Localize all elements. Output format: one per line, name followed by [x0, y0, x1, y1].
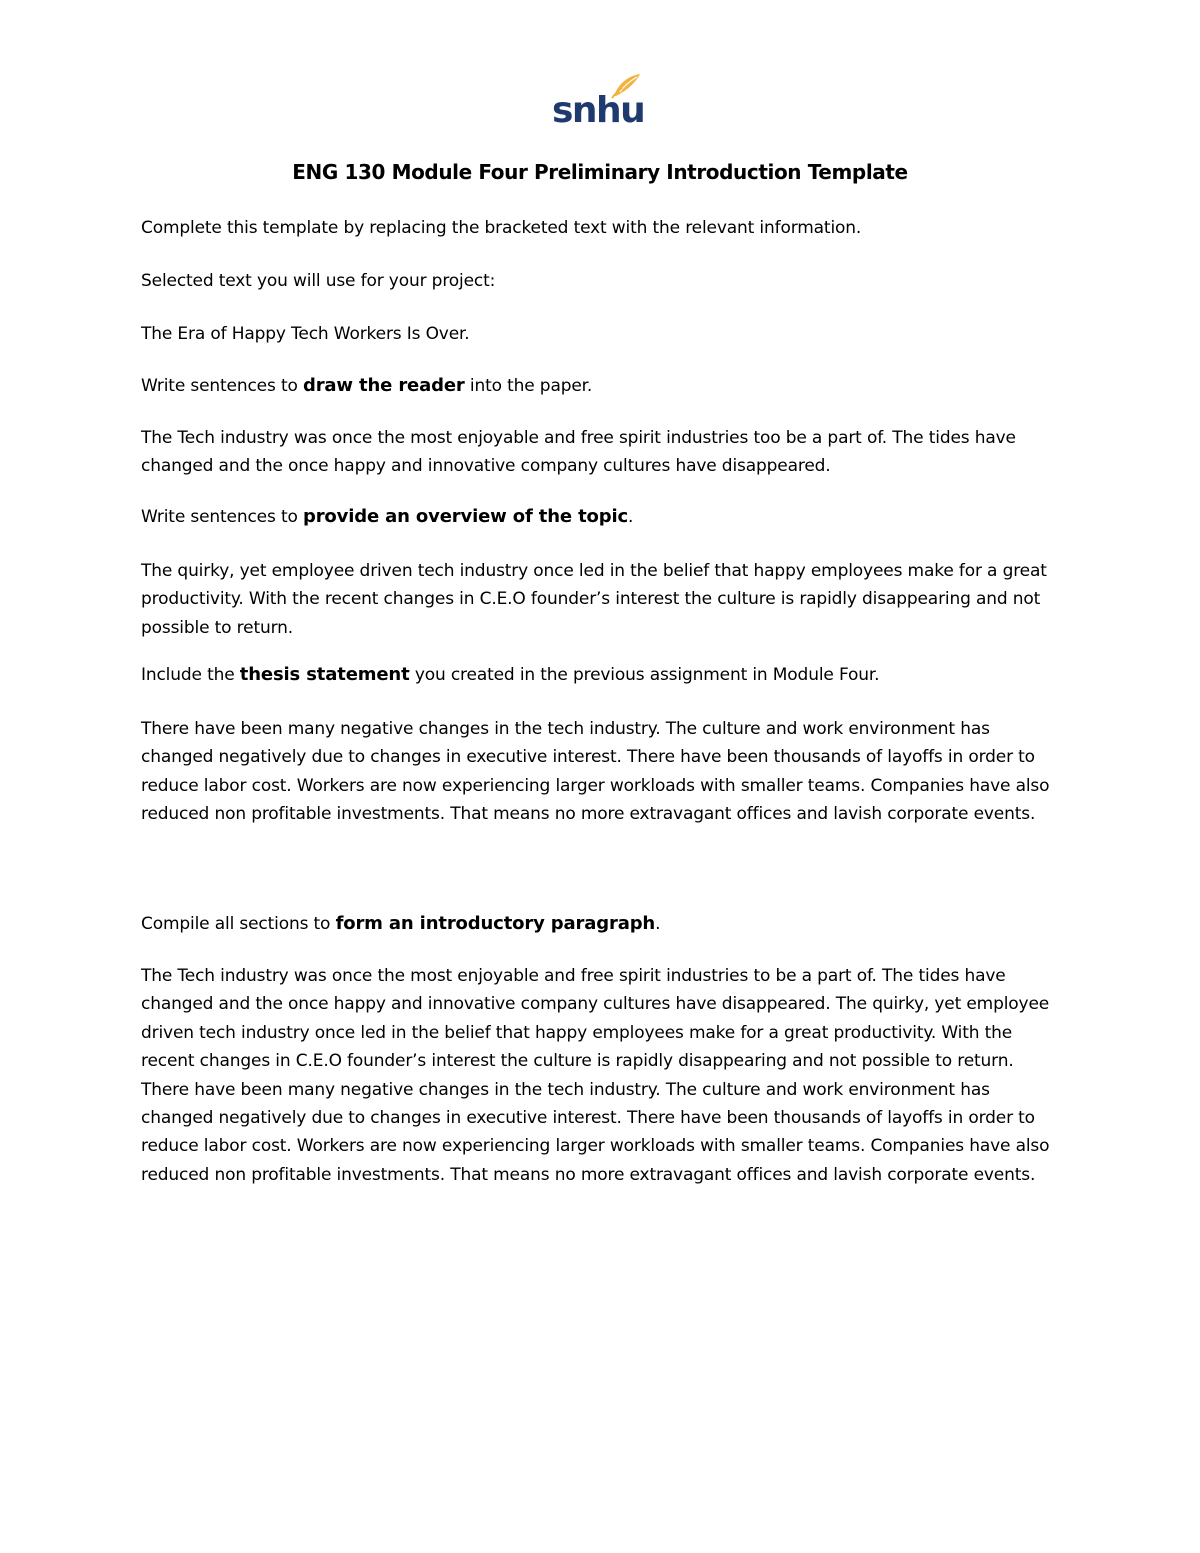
draw-reader-prompt — [141, 372, 1061, 400]
prompt-text: . — [628, 507, 634, 527]
thesis-prompt — [141, 661, 1061, 689]
selected-text-answer: The Era of Happy Tech Workers Is Over. — [141, 324, 470, 344]
overview-prompt — [141, 503, 1061, 531]
selected-text-prompt: Selected text you will use for your project: — [141, 271, 496, 291]
prompt-text: Write sentences to — [141, 376, 303, 396]
prompt-bold-text: provide an overview of the topic — [302, 506, 629, 527]
page-title: ENG 130 Module Four Preliminary Introduction Template — [292, 160, 908, 184]
prompt-text: Write sentences to — [141, 507, 303, 527]
snhu-logo — [552, 72, 644, 136]
prompt-bold-text: form an introductory paragraph — [335, 913, 656, 934]
prompt-bold-text: draw the reader — [302, 375, 465, 396]
prompt-text: . — [655, 914, 661, 934]
prompt-text: Compile all sections to — [141, 914, 336, 934]
compile-prompt — [141, 910, 1061, 938]
prompt-text: you created in the previous assignment in Module Four. — [409, 665, 880, 685]
overview-answer: The quirky, yet employee driven tech industry once led in the belief that happy employees make for a great productivity. With the recent changes in C.E.O founder’s interest the culture is rapidly disappearing and not possible to return. — [141, 561, 1047, 638]
thesis-answer: There have been many negative changes in the tech industry. The culture and work environment has changed negatively due to changes in executive interest. There have been thousands of layoffs in order to reduce labor cost. Workers are now experiencing larger workloads with smaller teams. Companies have also reduced non profitable investments. That means no more extravagant offices and lavish corporate events. — [141, 719, 1050, 825]
introductory-paragraph: The Tech industry was once the most enjoyable and free spirit industries to be a part of. The tides have changed and the once happy and innovative company cultures have disappeared. The quirky, yet employee driven tech industry once led in the belief that happy employees make for a great productivity. With the recent changes in C.E.O founder’s interest the culture is rapidly disappearing and not possible to return. There have been many negative changes in the tech industry. The culture and work environment has changed negatively due to changes in executive interest. There have been thousands of layoffs in order to reduce labor cost. Workers are now experiencing larger workloads with smaller teams. Companies have also reduced non profitable investments. That means no more extravagant offices and lavish corporate events. — [141, 966, 1050, 1185]
instructions-text: Complete this template by replacing the bracketed text with the relevant information. — [141, 218, 862, 238]
prompt-text: Include the — [141, 665, 240, 685]
logo-wordmark: snhu — [552, 90, 645, 131]
prompt-text: into the paper. — [464, 376, 593, 396]
prompt-bold-text: thesis statement — [239, 664, 410, 685]
draw-reader-answer: The Tech industry was once the most enjoyable and free spirit industries too be a part of. The tides have changed and the once happy and innovative company cultures have disappeared. — [141, 428, 1016, 477]
